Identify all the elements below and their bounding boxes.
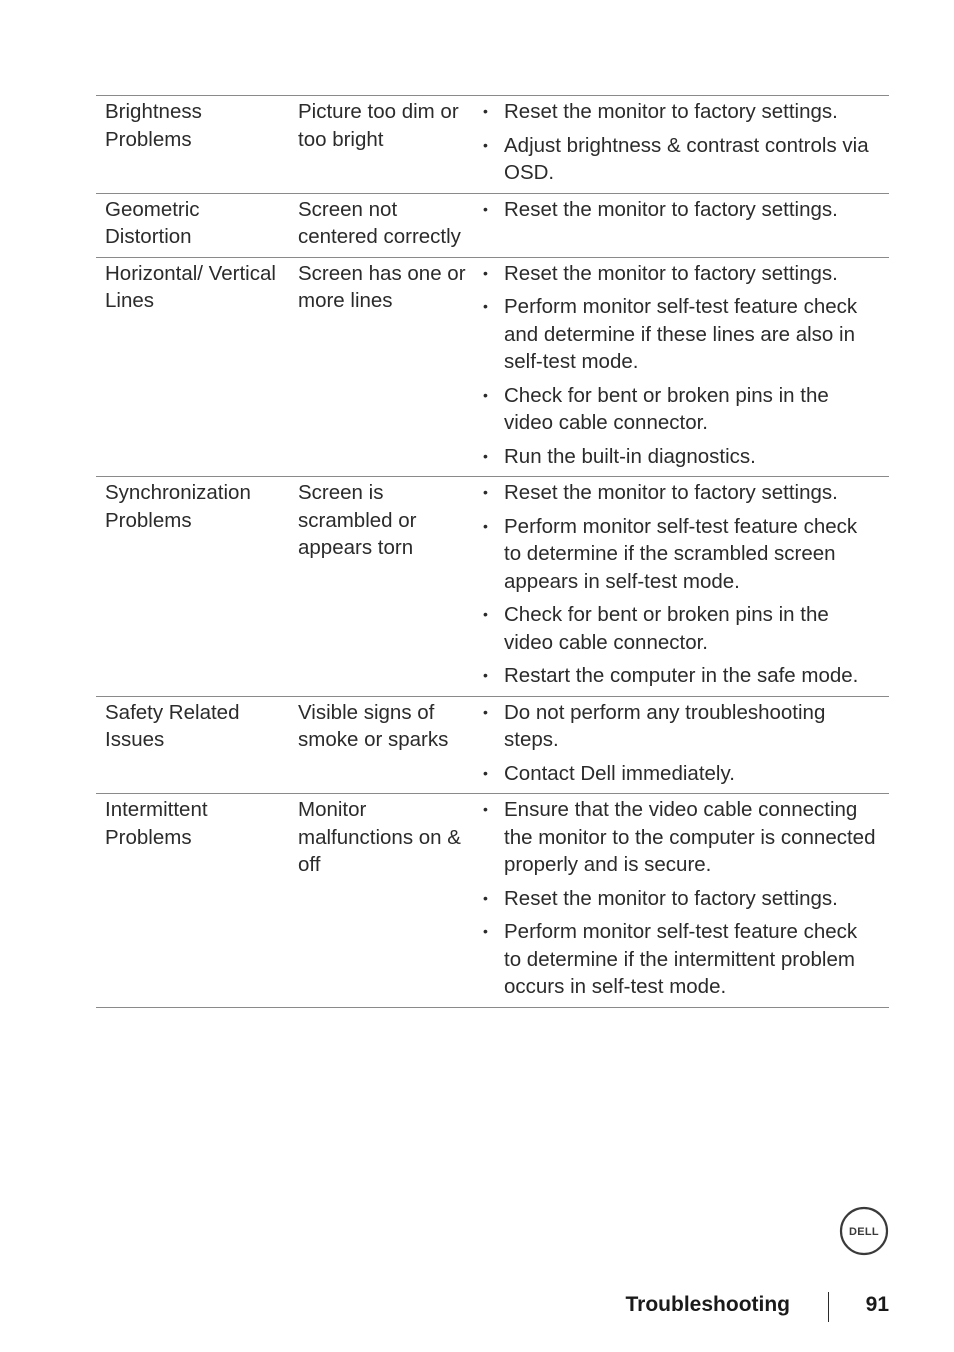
solutions-cell	[482, 193, 889, 257]
symptom-cell: Screen is scrambled or appears torn	[298, 481, 417, 559]
dell-logo	[839, 1206, 889, 1256]
table-row	[96, 477, 889, 697]
solution-item	[482, 132, 879, 187]
troubleshooting-table	[96, 95, 889, 1008]
table-body	[96, 96, 889, 1008]
bullet-icon: •	[483, 136, 488, 153]
solution-item	[482, 662, 879, 690]
bullet-icon: •	[483, 889, 488, 906]
symptom-cell: Monitor malfunctions on & off	[298, 798, 461, 876]
solution-item	[482, 760, 879, 788]
solution-text: Reset the monitor to factory settings.	[504, 197, 838, 221]
solution-item	[482, 479, 879, 507]
solution-text: Contact Dell immediately.	[504, 761, 735, 785]
bullet-icon: •	[483, 703, 488, 720]
solution-list	[482, 479, 879, 690]
solution-text: Restart the computer in the safe mode.	[504, 664, 859, 687]
table-row	[96, 193, 889, 257]
solution-text: Reset the monitor to factory settings.	[504, 100, 838, 123]
footer-section-title: Troubleshooting	[625, 1293, 790, 1316]
bullet-icon: •	[483, 517, 488, 534]
bullet-icon: •	[483, 801, 488, 817]
solution-item	[482, 601, 879, 656]
bullet-icon: •	[483, 447, 488, 464]
solution-item	[482, 443, 879, 471]
problem-cell: Intermittent Problems	[105, 798, 208, 849]
problem-cell: Brightness Problems	[105, 100, 202, 151]
solution-list	[482, 98, 879, 187]
solutions-cell	[482, 96, 889, 194]
solution-item	[482, 382, 879, 437]
solution-item	[482, 98, 879, 126]
table-row	[96, 696, 889, 794]
symptom-cell: Picture too dim or too bright	[298, 100, 459, 151]
bullet-icon: •	[483, 103, 488, 119]
table-row	[96, 96, 889, 194]
solution-text: Perform monitor self-test feature check and determine if these lines are also in self-test mode.	[504, 295, 858, 373]
solutions-cell	[482, 257, 889, 477]
solution-text: Perform monitor self-test feature check to determine if the scrambled screen appears in self-test mode.	[504, 514, 858, 593]
solution-text: Adjust brightness & contrast controls via OSD.	[504, 133, 869, 184]
solution-list	[482, 699, 879, 788]
solution-item	[482, 885, 879, 913]
solution-text: Run the built-in diagnostics.	[504, 444, 756, 468]
symptom-cell: Screen not centered correctly	[298, 197, 461, 248]
solution-list	[482, 796, 879, 1001]
bullet-icon: •	[483, 264, 488, 281]
solution-text: Reset the monitor to factory settings.	[504, 481, 838, 504]
solution-text: Check for bent or broken pins in the video cable connector.	[504, 383, 829, 434]
solution-text: Reset the monitor to factory settings.	[504, 886, 838, 910]
solution-item	[482, 196, 879, 224]
problem-cell: Geometric Distortion	[105, 197, 200, 248]
solution-item	[482, 796, 879, 879]
bullet-icon: •	[483, 484, 488, 500]
bullet-icon: •	[483, 667, 488, 683]
dell-logo-text: DELL	[849, 1226, 879, 1238]
footer-page-number: 91	[865, 1293, 889, 1316]
bullet-icon: •	[483, 764, 488, 781]
bullet-icon: •	[483, 386, 488, 403]
bullet-icon: •	[483, 923, 488, 939]
solutions-cell	[482, 696, 889, 794]
symptom-cell: Screen has one or more lines	[298, 261, 466, 312]
solutions-cell	[482, 477, 889, 697]
problem-cell: Safety Related Issues	[105, 700, 240, 751]
solution-item	[482, 513, 879, 596]
solution-item	[482, 699, 879, 754]
solution-item	[482, 260, 879, 288]
bullet-icon: •	[483, 606, 488, 622]
footer-divider	[828, 1292, 829, 1322]
symptom-cell: Visible signs of smoke or sparks	[298, 700, 449, 751]
solution-text: Check for bent or broken pins in the video cable connector.	[504, 603, 829, 654]
solutions-cell	[482, 794, 889, 1008]
bullet-icon: •	[483, 200, 488, 217]
table-row	[96, 794, 889, 1008]
solution-text: Reset the monitor to factory settings.	[504, 261, 838, 285]
solution-list	[482, 196, 879, 224]
table-row	[96, 257, 889, 477]
solution-list	[482, 260, 879, 471]
solution-item	[482, 293, 879, 376]
problem-cell: Synchronization Problems	[105, 481, 251, 532]
problem-cell: Horizontal/ Vertical Lines	[105, 261, 276, 312]
solution-text: Perform monitor self-test feature check to determine if the intermittent problem occurs in self-test mode.	[504, 920, 858, 998]
solution-item	[482, 918, 879, 1001]
solution-text: Do not perform any troubleshooting steps.	[504, 700, 826, 751]
bullet-icon: •	[483, 298, 488, 314]
solution-text: Ensure that the video cable connecting the monitor to the computer is connected properly and is secure.	[504, 798, 876, 876]
